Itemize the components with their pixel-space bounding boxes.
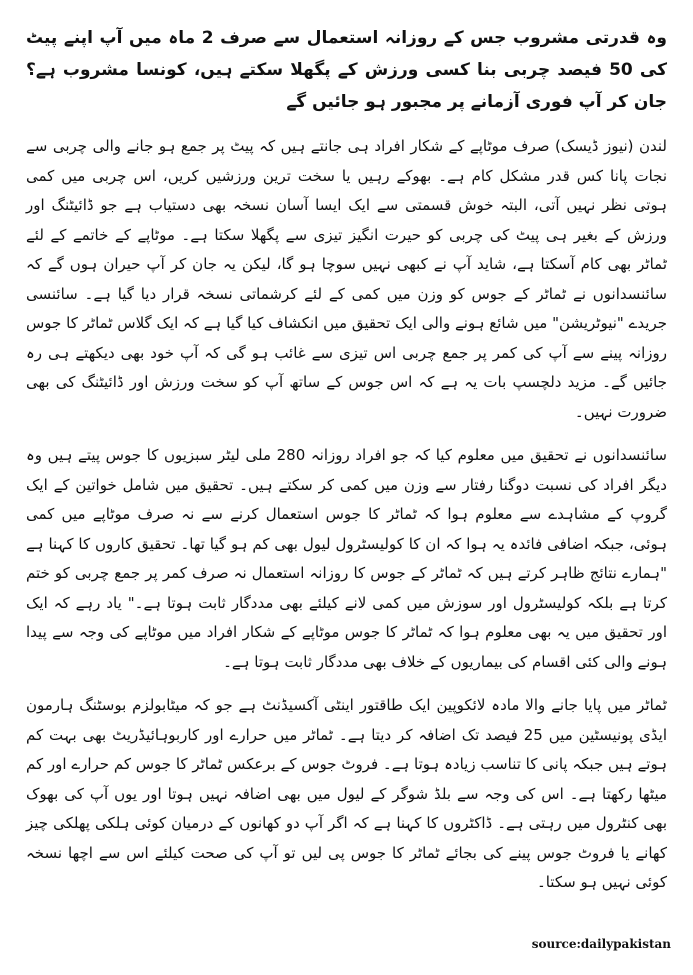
article-paragraph: لندن (نیوز ڈیسک) صرف موٹاپے کے شکار افراد ہی جانتے ہیں کہ پیٹ پر جمع ہو جانے والی چربی سے نجات پانا کس قدر مشکل کام ہے۔ بھوکے رہیں یا سخت ترین ورزشیں کریں، اس چربی میں کمی ہوتی نظر نہیں آتی، البتہ خوش قسمتی سے ایک ایسا آسان نسخہ بھی دستیاب ہے جو ڈائیٹنگ اور ورزش کے بغیر ہی پیٹ کی چربی کو حیرت انگیز تیزی سے پگھلا سکتا ہے۔ موٹاپے کے خاتمے کے لئے ٹماٹر بھی کام آسکتا ہے، شاید آپ نے کبھی نہیں سوچا ہو گا، لیکن یہ جان کر آپ حیران ہوں گے کہ سائنسدانوں نے ٹماٹر کے جوس کو وزن میں کمی کے لئے کرشماتی نسخہ قرار دیا گیا ہے۔ سائنسی جریدے "نیوٹریشن" میں شائع ہونے والی ایک تحقیق میں انکشاف کیا گیا ہے کہ ایک گلاس ٹماٹر کا جوس روزانہ پینے سے آپ کی کمر پر جمع چربی اس تیزی سے غائب ہو گی کہ آپ خود بھی دیکھتے ہی رہ جائیں گے۔ مزید دلچسپ بات یہ ہے کہ اس جوس کے ساتھ آپ کو سخت ورزش اور ڈائیٹنگ کی بھی ضرورت نہیں۔	[26, 137, 667, 421]
article-paragraph: سائنسدانوں نے تحقیق میں معلوم کیا کہ جو افراد روزانہ 280 ملی لیٹر سبزیوں کا جوس پیتے ہیں وہ دیگر افراد کی نسبت دوگنا رفتار سے وزن میں کمی کر سکتے ہیں۔ تحقیق میں شامل خواتین کے ایک گروپ کے مشاہدے سے معلوم ہوا کہ ٹماٹر کا جوس استعمال کرنے سے نہ صرف موٹاپے میں کمی ہوئی، جبکہ اضافی فائدہ یہ ہوا کہ ان کا کولیسٹرول لیول بھی کم ہو گیا تھا۔ تحقیق کاروں کا کہنا ہے "ہمارے نتائج ظاہر کرتے ہیں کہ ٹماٹر کے جوس کا روزانہ استعمال نہ صرف کمر پر جمع چربی کو ختم کرتا ہے بلکہ کولیسٹرول اور سوزش میں کمی لانے کیلئے بھی مددگار ثابت ہوتا ہے۔" یاد رہے کہ ایک اور تحقیق میں یہ بھی معلوم ہوا کہ ٹماٹر کا جوس موٹاپے کے شکار افراد میں موٹاپے کی وجہ سے پیدا ہونے والی کئی اقسام کی بیماریوں کے خلاف بھی مددگار ثابت ہوتا ہے۔	[26, 446, 667, 671]
article-headline: وہ قدرتی مشروب جس کے روزانہ استعمال سے صرف 2 ماہ میں آپ اپنے پیٹ کی 50 فیصد چربی بنا کسی ورزش کے پگھلا سکتے ہیں، کونسا مشروب ہے؟ جان کر آپ فوری آزمانے پر مجبور ہو جائیں گے	[26, 28, 667, 112]
article-paragraph: ٹماٹر میں پایا جانے والا مادہ لائکوپین ایک طاقتور اینٹی آکسیڈنٹ ہے جو کہ میٹابولزم بوسٹنگ ہارمون ایڈی پونیسٹین میں 25 فیصد تک اضافہ کر دیتا ہے۔ ٹماٹر میں حرارے اور کاربوہائیڈریٹ بھی بہت کم ہوتے ہیں جبکہ پانی کا تناسب زیادہ ہوتا ہے۔ فروٹ جوس کے برعکس ٹماٹر کا جوس کم حرارے اور کم میٹھا رکھتا ہے۔ اس کی وجہ سے بلڈ شوگر کے لیول میں بھی اضافہ نہیں ہوتا اور یوں آپ کی بھوک بھی کنٹرول میں رہتی ہے۔ ڈاکٹروں کا کہنا ہے کہ اگر آپ دو کھانوں کے درمیان کوئی ہلکی پھلکی چیز کھانے یا فروٹ جوس پینے کی بجائے ٹماٹر کا جوس پی لیں تو آپ کی صحت کیلئے اس سے اچھا نسخہ کوئی نہیں ہو سکتا۔	[26, 696, 667, 891]
source-credit: source:dailypakistan	[531, 937, 671, 951]
